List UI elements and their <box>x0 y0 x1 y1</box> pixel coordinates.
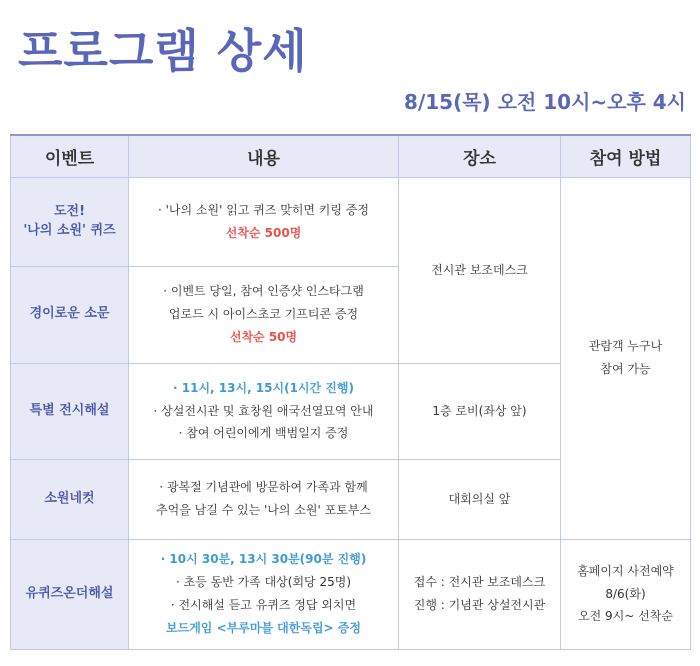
event-name-cell <box>11 266 129 363</box>
description-line: · 참여 어린이에게 백범일지 증정 <box>178 426 349 441</box>
place-line: 대회의실 앞 <box>448 491 511 506</box>
description-line: · 초등 동반 가족 대상(회당 25명) <box>175 575 352 590</box>
description-highlight-line: 보드게임 <부루마블 대한독립> 증정 <box>166 620 361 635</box>
table-header-row <box>11 135 691 177</box>
table-row <box>11 539 691 649</box>
event-description-cell <box>129 539 399 649</box>
method-line: 관람객 누구나 <box>588 339 663 354</box>
method-line: 오전 9시~ 선착순 <box>578 609 673 624</box>
event-datetime: 8/15(목) 오전 10시~오후 4시 <box>404 90 686 114</box>
event-name-line: '나의 소원' 퀴즈 <box>23 222 116 238</box>
description-highlight-line: 선착순 50명 <box>229 329 298 344</box>
event-description-cell <box>129 266 399 363</box>
method-line: 8/6(화) <box>605 586 646 601</box>
place-line: 진행 : 기념관 상설전시관 <box>413 598 546 612</box>
place-line: 1층 로비(좌상 앞) <box>432 403 527 418</box>
event-description-cell <box>129 459 399 539</box>
description-line: 업로드 시 아이스초코 기프티콘 증정 <box>168 307 359 322</box>
description-line: · 전시해설 듣고 유퀴즈 정답 외치면 <box>170 598 357 612</box>
column-header-event: 이벤트 <box>11 135 129 177</box>
event-name-cell <box>11 459 129 539</box>
event-description-cell <box>129 177 399 266</box>
event-description-cell <box>129 363 399 459</box>
event-place-cell <box>399 363 561 459</box>
participation-method-cell <box>561 177 691 539</box>
description-highlight-line: 선착순 500명 <box>225 225 302 240</box>
event-name-line: 도전! <box>53 203 86 219</box>
column-header-method: 참여 방법 <box>561 135 691 177</box>
place-line: 전시관 보조데스크 <box>431 262 528 277</box>
place-line: 접수 : 전시관 보조데스크 <box>413 575 546 590</box>
column-header-place: 장소 <box>399 135 561 177</box>
column-header-content: 내용 <box>129 135 399 177</box>
participation-method-cell <box>561 539 691 649</box>
description-line: · 광복절 기념관에 방문하여 가족과 함께 <box>159 480 368 495</box>
method-line: 참여 가능 <box>600 362 651 376</box>
event-place-cell <box>399 459 561 539</box>
description-line: · 이벤트 당일, 참여 인증샷 인스타그램 <box>163 284 364 299</box>
event-name-line: 경이로운 소문 <box>29 306 110 322</box>
event-place-cell <box>399 539 561 649</box>
program-table <box>10 134 691 650</box>
description-schedule-line: · 11시, 13시, 15시(1시간 진행) <box>173 380 354 395</box>
event-name-cell <box>11 539 129 649</box>
description-line: · '나의 소원' 읽고 퀴즈 맞히면 키링 증정 <box>158 202 369 217</box>
table-row <box>11 177 691 266</box>
event-name-line: 특별 전시해설 <box>29 402 110 418</box>
event-name-line: 유퀴즈온더해설 <box>25 585 114 601</box>
event-name-cell <box>11 177 129 266</box>
description-line: 추억을 남길 수 있는 '나의 소원' 포토부스 <box>156 503 371 517</box>
event-name-line: 소원네컷 <box>44 490 95 506</box>
method-line: 홈페이지 사전예약 <box>577 563 674 578</box>
page-title: 프로그램 상세 <box>18 24 308 78</box>
event-name-cell <box>11 363 129 459</box>
description-line: · 상설전시관 및 효창원 애국선열묘역 안내 <box>153 403 374 418</box>
event-place-cell <box>399 177 561 363</box>
description-schedule-line: · 10시 30분, 13시 30분(90분 진행) <box>160 552 367 567</box>
